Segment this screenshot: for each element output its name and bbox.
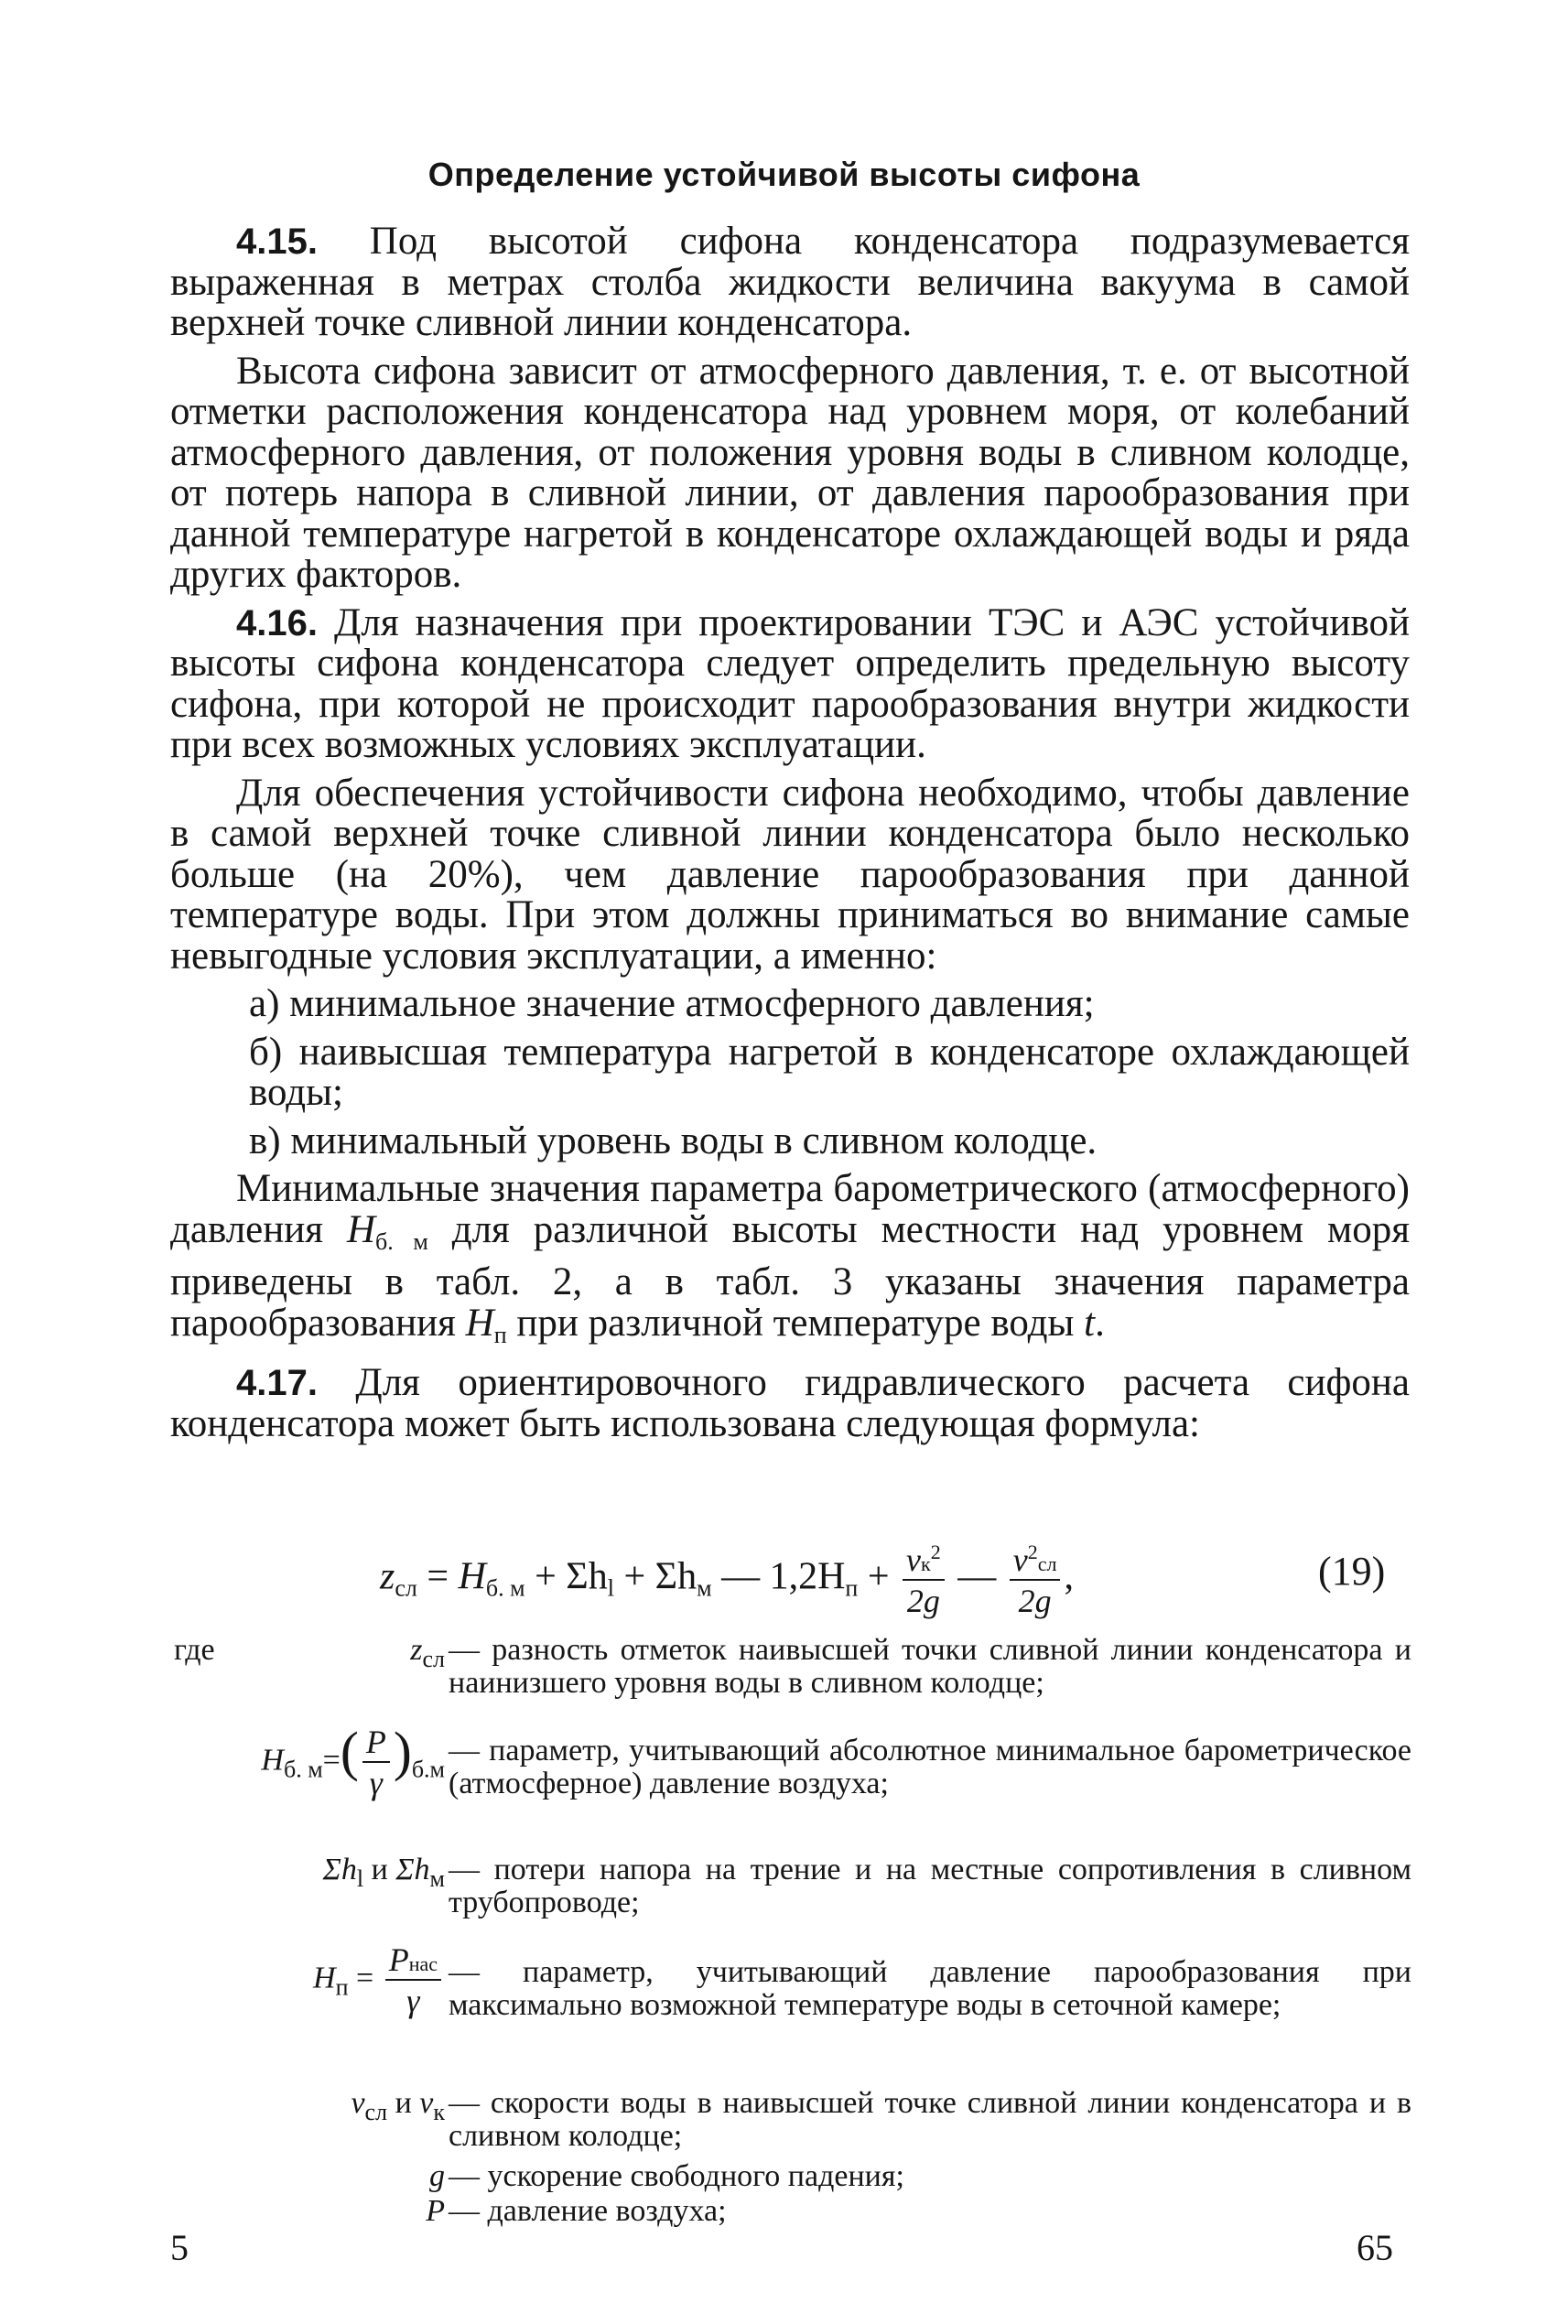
formula-subscript: п bbox=[845, 1574, 859, 1602]
formula-subscript: б. м bbox=[485, 1574, 525, 1602]
paragraph-4-16 bbox=[170, 600, 1410, 766]
signature-mark: 5 bbox=[170, 2227, 189, 2268]
formula-term: + Σh bbox=[613, 1555, 697, 1598]
paragraph-number: 4.16. bbox=[236, 602, 318, 643]
symbol: t bbox=[1084, 1301, 1096, 1345]
formula-symbol: H bbox=[458, 1555, 486, 1598]
text-run: при различной температуре воды bbox=[516, 1301, 1075, 1345]
paragraph-number: 4.17. bbox=[236, 1363, 318, 1403]
fraction-denominator: γ bbox=[369, 1765, 383, 1801]
formula-operator: = bbox=[416, 1555, 459, 1598]
symbol: H bbox=[313, 1961, 336, 1995]
subscript: к bbox=[433, 2099, 445, 2125]
fraction-numerator bbox=[903, 1542, 945, 1581]
legend-key bbox=[261, 1721, 445, 1801]
symbol: H bbox=[465, 1301, 494, 1345]
formula-expression bbox=[380, 1542, 1074, 1617]
subscript: п bbox=[493, 1321, 507, 1348]
fraction-numerator bbox=[1010, 1542, 1061, 1581]
formula-number: (19) bbox=[1318, 1549, 1386, 1594]
legend-text: — давление воздуха; bbox=[449, 2194, 727, 2228]
formula-subscript: сл bbox=[1037, 1552, 1057, 1575]
conjunction: и bbox=[395, 2086, 412, 2120]
operator: = bbox=[356, 1961, 374, 1995]
legend-key bbox=[351, 2087, 445, 2129]
subscript: сл bbox=[364, 2099, 388, 2125]
paragraph-text: Под высотой сифона конденсатора подразумевается выраженная в метрах столба жидкости величина вакуума в самой верхней точке сливной линии конденсатора. bbox=[170, 220, 1411, 344]
formula-operator: — bbox=[957, 1555, 1006, 1598]
formula-symbol: v bbox=[1012, 1541, 1028, 1578]
legend-key: P bbox=[426, 2194, 445, 2228]
paragraph-4-17 bbox=[170, 1363, 1410, 1444]
left-paren: ( bbox=[340, 1721, 359, 1782]
legend-key: g bbox=[429, 2159, 445, 2193]
symbol: z bbox=[410, 1633, 423, 1667]
formula-subscript: м bbox=[697, 1574, 712, 1602]
subscript: б. м bbox=[375, 1227, 428, 1255]
formula-term: + Σh bbox=[524, 1555, 608, 1598]
formula-subscript: l bbox=[607, 1574, 614, 1602]
right-paren: ) bbox=[393, 1721, 412, 1782]
formula-19 bbox=[0, 1524, 1568, 1625]
formula-symbol: z bbox=[380, 1555, 395, 1598]
formula-fraction bbox=[903, 1542, 945, 1617]
fraction-denominator: γ bbox=[406, 1983, 420, 2019]
subscript: б. м bbox=[283, 1756, 323, 1783]
formula-subscript: сл bbox=[395, 1574, 417, 1602]
symbol: v bbox=[419, 2086, 434, 2120]
punctuation: . bbox=[1095, 1301, 1105, 1345]
formula-fraction bbox=[1010, 1542, 1061, 1617]
text-run: для различной высоты местности над уровнем моря приведены в табл. 2, а в табл. 3 указаны значения параметра парообразования bbox=[170, 1207, 1411, 1345]
formula-superscript: 2 bbox=[930, 1540, 941, 1563]
legend-key bbox=[410, 1634, 445, 1676]
subscript: нас bbox=[408, 1952, 438, 1975]
paragraph-text: Для ориентировочного гидравлического расчета сифона конденсатора может быть использована следующая формула: bbox=[170, 1361, 1410, 1445]
legend-text: — параметр, учитывающий давление парообразования при максимально возможной температуре воды в сеточной камере; bbox=[449, 1955, 1411, 2022]
formula-punctuation: , bbox=[1064, 1555, 1074, 1598]
legend-key bbox=[313, 1943, 445, 2017]
page-number: 65 bbox=[1357, 2227, 1393, 2268]
conjunction: и bbox=[371, 1853, 388, 1886]
subscript: сл bbox=[422, 1646, 445, 1672]
list-item-c: в) минимальный уровень воды в сливном колодце. bbox=[249, 1119, 1098, 1162]
section-heading: Определение устойчивой высоты сифона bbox=[427, 156, 1141, 193]
paragraph: Высота сифона зависит от атмосферного давления, т. е. от высотной отметки расположения конденсатора над уровнем моря, от колебаний атмосферного давления, от положения уровня воды в сливном колодце, от потерь напора в сливной линии, от давления парообразования при данной температуре нагретой в конденсаторе охлаждающей воды и ряда других факторов. bbox=[170, 349, 1410, 596]
formula-term: — 1,2H bbox=[711, 1555, 846, 1598]
fraction-denominator: 2g bbox=[1018, 1583, 1052, 1619]
paragraph bbox=[170, 1169, 1410, 1356]
symbol: H bbox=[261, 1743, 284, 1778]
subscript: м bbox=[429, 1865, 445, 1892]
symbol: Σh bbox=[395, 1853, 430, 1886]
text-run: Минимальные значения параметра барометрического (атмосферного) давления bbox=[170, 1167, 1410, 1251]
formula-symbol: v bbox=[906, 1541, 921, 1578]
legend-text: — скорости воды в наивысшей точке сливной линии конденсатора и в сливном колодце; bbox=[449, 2086, 1411, 2153]
formula-superscript: 2 bbox=[1027, 1540, 1038, 1563]
symbol: P bbox=[388, 1941, 409, 1978]
list-item-b: б) наивысшая температура нагретой в конденсаторе охлаждающей воды; bbox=[249, 1030, 1410, 1114]
symbol: v bbox=[351, 2086, 365, 2120]
key-fraction bbox=[385, 1943, 441, 2017]
fraction-numerator bbox=[385, 1943, 441, 1981]
body-text bbox=[170, 222, 1410, 1452]
where-label: где bbox=[174, 1633, 215, 1667]
legend-text: — потери напора на трение и на местные сопротивления в сливном трубопроводе; bbox=[449, 1853, 1411, 1919]
legend-text: — параметр, учитывающий абсолютное минимальное барометрическое (атмосферное) давление воздуха; bbox=[449, 1734, 1411, 1800]
fraction-numerator: P bbox=[362, 1725, 390, 1763]
subscript: б.м bbox=[411, 1756, 445, 1783]
formula-subscript: к bbox=[921, 1552, 931, 1575]
subscript: l bbox=[356, 1865, 364, 1892]
legend-text: — разность отметок наивысшей точки сливной линии конденсатора и наинизшего уровня воды в сливном колодце; bbox=[449, 1633, 1411, 1700]
paragraph-4-15 bbox=[170, 222, 1410, 344]
list-item-a: а) минимальное значение атмосферного давления; bbox=[249, 982, 1095, 1025]
legend-text: — ускорение свободного падения; bbox=[449, 2159, 904, 2193]
paragraph: Для обеспечения устойчивости сифона необходимо, чтобы давление в самой верхней точке сливной линии конденсатора было несколько больше (на 20%), чем давление парообразования при данной температуре воды. При этом должны приниматься во внимание самые невыгодные условия эксплуатации, а именно: bbox=[170, 771, 1410, 978]
symbol: Σh bbox=[322, 1853, 357, 1886]
paragraph-number: 4.15. bbox=[236, 222, 318, 262]
symbol: H bbox=[346, 1207, 375, 1251]
subscript: п bbox=[335, 1973, 349, 2001]
operator: = bbox=[322, 1743, 341, 1778]
legend-key bbox=[323, 1854, 445, 1896]
paragraph-text: Для назначения при проектировании ТЭС и АЭС устойчивой высоты сифона конденсатора следует определить предельную высоту сифона, при которой не происходит парообразования внутри жидкости при всех возможных условиях эксплуатации. bbox=[170, 600, 1410, 766]
formula-operator: + bbox=[858, 1555, 900, 1598]
fraction-denominator: 2g bbox=[906, 1583, 940, 1619]
key-fraction bbox=[362, 1725, 390, 1800]
